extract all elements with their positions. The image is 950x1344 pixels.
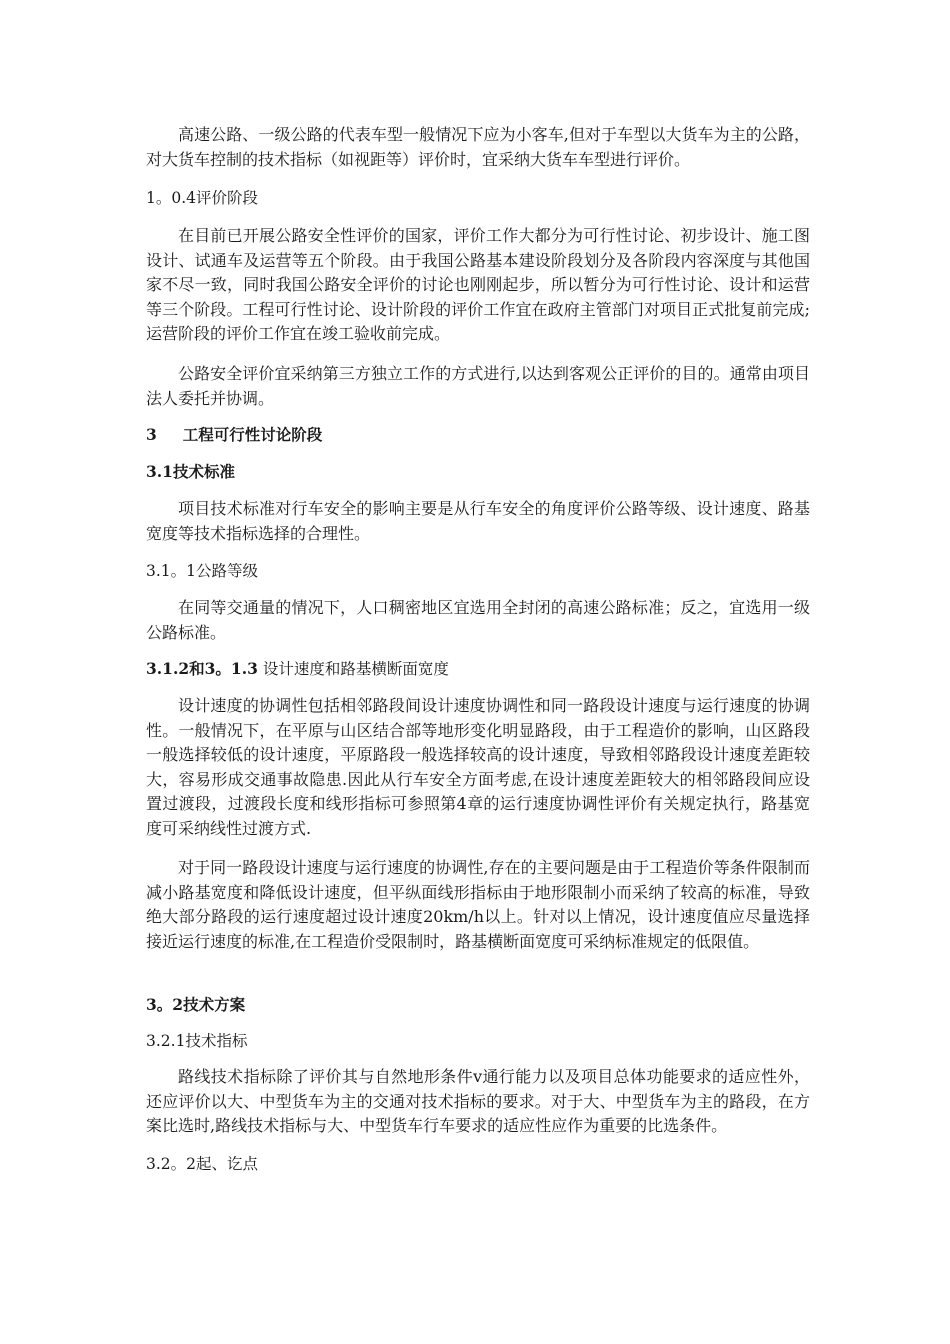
heading-3-1-text: 3.1技术标准 bbox=[146, 462, 235, 481]
paragraph-evaluation-stages: 在目前已开展公路安全性评价的国家，评价工作大都分为可行性讨论、初步设计、施工图设计、试通车及运营等五个阶段。由于我国公路基本建设阶段划分及各阶段内容深度与其他国家不尽一致，同时我国公路安全评价的讨论也刚刚起步，所以暂分为可行性讨论、设计和运营等三个阶段。工程可行性讨论、设计阶段的评价工作宜在政府主管部门对项目正式批复前完成;运营阶段的评价工作宜在竣工验收前完成。 bbox=[146, 226, 810, 343]
heading-3-1 bbox=[146, 461, 810, 483]
heading-3-1-2-title: 设计速度和路基横断面宽度 bbox=[257, 660, 449, 678]
heading-3-2-text: 3。2技术方案 bbox=[146, 995, 246, 1014]
heading-section-3-title: 工程可行性讨论阶段 bbox=[182, 425, 323, 444]
heading-1-0-4: 1。0.4评价阶段 bbox=[146, 189, 259, 207]
paragraph-vehicle-type: 高速公路、一级公路的代表车型一般情况下应为小客车,但对于车型以大货车为主的公路，对大货车控制的技术指标（如视距等）评价时，宜采纳大货车车型进行评价。 bbox=[146, 125, 810, 169]
paragraph-speed-coordination: 对于同一路段设计速度与运行速度的协调性,存在的主要问题是由于工程造价等条件限制而减小路基宽度和降低设计速度，但平纵面线形指标由于地形限制小而采纳了较高的标准，导致绝大部分路段的运行速度超过设计速度20km/h以上。针对以上情况，设计速度值应尽量选择接近运行速度的标准,在工程造价受限制时，路基横断面宽度可采纳标准规定的低限值。 bbox=[146, 858, 810, 951]
paragraph-third-party: 公路安全评价宜采纳第三方独立工作的方式进行,以达到客观公正评价的目的。通常由项目法人委托并协调。 bbox=[146, 364, 810, 408]
paragraph-highway-grade: 在同等交通量的情况下，人口稠密地区宜选用全封闭的高速公路标准；反之，宜选用一级公路标准。 bbox=[146, 598, 810, 642]
heading-3-1-2 bbox=[146, 658, 810, 680]
heading-section-3 bbox=[146, 424, 810, 446]
paragraph-technical-indicators: 路线技术指标除了评价其与自然地形条件v通行能力以及项目总体功能要求的适应性外，还应评价以大、中型货车为主的交通对技术指标的要求。对于大、中型货车为主的路段，在方案比选时,路线技术指标与大、中型货车行车要求的适应性应作为重要的比选条件。 bbox=[146, 1067, 810, 1135]
heading-3-1-2-number: 3.1.2和3。1.3 bbox=[146, 659, 258, 678]
paragraph-technical-standard: 项目技术标准对行车安全的影响主要是从行车安全的角度评价公路等级、设计速度、路基宽度等技术指标选择的合理性。 bbox=[146, 499, 810, 543]
paragraph-design-speed: 设计速度的协调性包括相邻路段间设计速度协调性和同一路段设计速度与运行速度的协调性。一般情况下，在平原与山区结合部等地形变化明显路段，由于工程造价的影响，山区路段一般选择较低的设计速度，平原路段一般选择较高的设计速度，导致相邻路段设计速度差距较大，容易形成交通事故隐患.因此从行车安全方面考虑,在设计速度差距较大的相邻路段间应设置过渡段，过渡段长度和线形指标可参照第4章的运行速度协调性评价有关规定执行，路基宽度可采纳线性过渡方式. bbox=[146, 696, 810, 838]
heading-3-2-1: 3.2.1技术指标 bbox=[146, 1032, 248, 1050]
heading-3-1-1: 3.1。1公路等级 bbox=[146, 562, 259, 580]
heading-3-2 bbox=[146, 994, 810, 1016]
heading-section-3-number: 3 bbox=[146, 425, 157, 444]
heading-3-2-2: 3.2。2起、讫点 bbox=[146, 1155, 259, 1173]
